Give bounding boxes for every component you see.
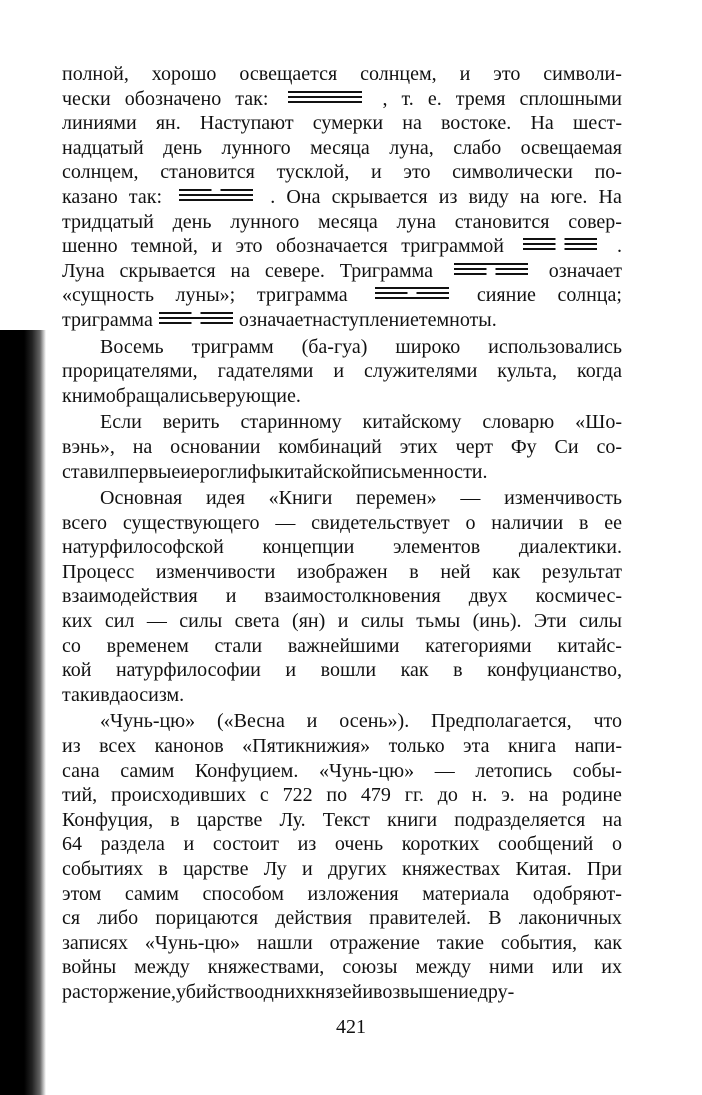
text-line: этом самим способом изложения материала одобряют- bbox=[62, 882, 622, 905]
text-line: ких сил — силы света (ян) и силы тьмы (инь). Эти силы bbox=[62, 610, 622, 633]
paragraph-trigrams bbox=[62, 62, 622, 333]
text-line: Если верить старинному китайскому словарю «Шо- bbox=[100, 411, 622, 434]
text-line: расторжение, убийство одних князей и возвышение дру- bbox=[62, 980, 515, 1003]
page-number: 421 bbox=[336, 1016, 366, 1038]
book-spine-shadow bbox=[0, 330, 46, 1095]
trigram-icon bbox=[288, 89, 362, 105]
text-line: вэнь», на основании комбинаций этих черт Фу Си со- bbox=[62, 435, 622, 458]
text-line: ся либо порицаются действия правителей. В лаконичных bbox=[62, 907, 622, 930]
trigram-icon bbox=[454, 261, 528, 277]
text-line: так и в даосизм. bbox=[62, 683, 185, 706]
text-line: записях «Чунь-цю» нашли отражение такие события, как bbox=[62, 931, 622, 954]
text-line: сана самим Конфуцием. «Чунь-цю» — летопись собы- bbox=[62, 759, 622, 782]
text-line: триграмма означает наступление темноты. bbox=[62, 308, 497, 331]
text-line: со временем стали важнейшими категориями китайс- bbox=[62, 634, 622, 657]
text-line: «Чунь-цю» («Весна и осень»). Предполагается, что bbox=[100, 710, 622, 733]
text-line: «сущность луны»; триграмма сияние солнца; bbox=[62, 284, 622, 307]
text-line: ставил первые иероглифы китайской письменности. bbox=[62, 460, 488, 483]
paragraph-ba-gua bbox=[62, 335, 622, 409]
text-line: Процесс изменчивости изображен в ней как результат bbox=[62, 560, 622, 583]
trigram-icon bbox=[179, 187, 253, 203]
text-line: Конфуция, в царстве Лу. Текст книги подразделяется на bbox=[62, 808, 622, 831]
text-line: казано так: . Она скрывается из виду на юге. На bbox=[62, 185, 622, 208]
paragraph-book-of-changes bbox=[62, 486, 622, 707]
text-line: Основная идея «Книги перемен» — изменчивость bbox=[100, 487, 622, 510]
text-line: натурфилософской концепции элементов диалектики. bbox=[62, 536, 622, 559]
text-line: Луна скрывается на севере. Триграмма означает bbox=[62, 259, 622, 282]
trigram-icon bbox=[375, 285, 449, 301]
text-line: к ним обращались верующие. bbox=[62, 384, 301, 407]
text-line: чески обозначено так: , т. е. тремя сплошными bbox=[62, 87, 622, 110]
body-text bbox=[62, 62, 622, 1007]
text-line: тий, происходивших с 722 по 479 гг. до н. э. на родине bbox=[62, 784, 622, 807]
text-line: всего существующего — свидетельствует о наличии в ее bbox=[62, 511, 622, 534]
text-line: тридцатый день лунного месяца луна становится совер- bbox=[62, 210, 622, 233]
text-line: надцатый день лунного месяца луна, слабо освещаемая bbox=[62, 136, 622, 159]
trigram-icon bbox=[159, 310, 233, 326]
text-line: событиях в царстве Лу и других княжествах Китая. При bbox=[62, 858, 622, 880]
text-line: линиями ян. Наступают сумерки на востоке. На шест- bbox=[62, 112, 622, 135]
text-line: из всех канонов «Пятикнижия» только эта книга напи- bbox=[62, 735, 622, 758]
text-line: войны между княжествами, союзы между ними или их bbox=[62, 956, 622, 979]
text-line: полной, хорошо освещается солнцем, и это символи- bbox=[62, 63, 622, 85]
text-line: солнцем, становится тусклой, и это символически по- bbox=[62, 161, 622, 184]
text-line: 64 раздела и состоит из очень коротких сообщений о bbox=[62, 833, 622, 856]
trigram-icon bbox=[523, 236, 597, 252]
text-line: взаимодействия и взаимостолкновения двух космичес- bbox=[62, 585, 622, 608]
text-line: Восемь триграмм (ба-гуа) широко использовались bbox=[100, 335, 622, 358]
text-line: шенно темной, и это обозначается триграммой . bbox=[62, 235, 622, 258]
text-line: кой натурфилософии и вошли как в конфуцианство, bbox=[62, 659, 622, 682]
text-line: прорицателями, гадателями и служителями культа, когда bbox=[62, 360, 622, 383]
paragraph-shuowen bbox=[62, 410, 622, 484]
paragraph-chun-qiu bbox=[62, 709, 622, 1004]
